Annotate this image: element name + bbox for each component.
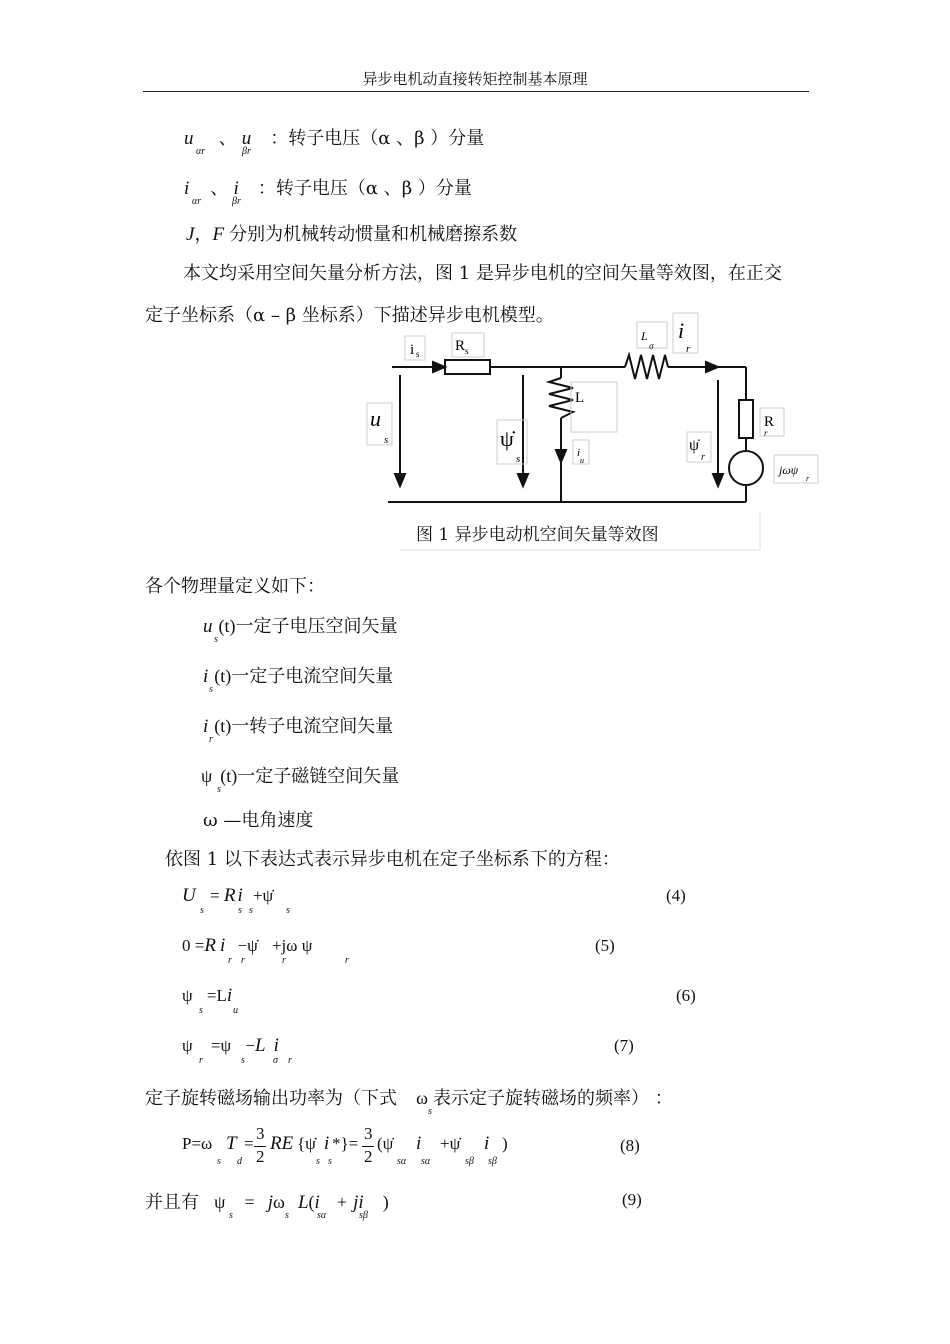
def-u-rotor-text: ：转子电压（α 、β ）分量 (270, 128, 485, 149)
source-circle (729, 451, 763, 485)
label-psi-r: ψ̇ (689, 437, 700, 454)
page-header: 异步电机动直接转矩控制基本原理 (362, 70, 588, 88)
label-psi-s: ψ̇ (500, 426, 514, 451)
rr-resistor (739, 400, 753, 438)
def-j-f: J，F 分别为机械转动惯量和机械磨擦系数 (186, 224, 518, 245)
label-rs: R (455, 338, 466, 354)
equation-9: 并且有 ψ s = jω s L(i sα + ji sβ ) (145, 1192, 389, 1221)
label-rr: R (764, 414, 775, 430)
equation-4: U s = R s i s +ψ̇ s (182, 885, 290, 916)
intro-line-2: 定子坐标系（α – β 坐标系）下描述异步电机模型。 (145, 305, 554, 326)
header-rule (143, 91, 809, 92)
figure-caption: 图 1 异步电动机空间矢量等效图 (416, 525, 659, 545)
label-iu: i (577, 447, 581, 459)
label-is: i (410, 342, 415, 358)
equations-intro: 依图 1 以下表达式表示异步电机在定子坐标系下的方程： (165, 849, 620, 870)
equation-8-number: (8) (620, 1136, 640, 1155)
equation-7-number: (7) (614, 1036, 634, 1055)
svg-text:r: r (701, 452, 705, 463)
svg-text:s: s (465, 346, 469, 356)
def-u-rotor: u αr 、 u βr ：转子电压（α 、β ）分量 (184, 128, 485, 157)
quantity-psi-s: ψ s (t)一定子磁链空间矢量 (201, 766, 400, 795)
equation-7: ψ r =ψ s −L σ i r (182, 1035, 292, 1066)
rs-resistor (445, 360, 490, 374)
equation-5-number: (5) (595, 936, 615, 955)
quantity-us: u s (t)一定子电压空间矢量 (203, 616, 398, 645)
svg-text:σ: σ (649, 341, 654, 351)
equation-5: 0 =R r i r −ψ̇ r +jω ψ r (182, 935, 349, 966)
equivalent-circuit-diagram (355, 310, 825, 555)
label-us: u (370, 406, 381, 431)
svg-text:r: r (764, 428, 768, 438)
svg-text:u: u (580, 456, 584, 465)
l-magnetizing-inductor (549, 378, 573, 418)
equation-9-number: (9) (622, 1190, 642, 1209)
quantity-omega: ω —电角速度 (203, 810, 314, 831)
l-sigma-inductor (625, 355, 668, 379)
label-l: L (575, 390, 585, 406)
equation-4-number: (4) (666, 886, 686, 905)
label-l-sigma: L (641, 329, 648, 343)
def-i-rotor-text: ：转子电压（α 、β ）分量 (257, 178, 472, 199)
equation-6: ψ s =Li u (182, 985, 238, 1016)
quantity-is: i s (t)一定子电流空间矢量 (203, 666, 394, 695)
label-source: jωψ (779, 463, 799, 477)
svg-text:s: s (416, 349, 420, 359)
svg-text:s: s (516, 453, 521, 465)
def-i-rotor: i αr 、 i βr ：转子电压（α 、β ）分量 (184, 178, 472, 207)
intro-line-1: 本文均采用空间矢量分析方法，图 1 是异步电机的空间矢量等效图，在正交 (183, 263, 782, 284)
def-j-f-text: 分别为机械转动惯量和机械磨擦系数 (229, 224, 518, 245)
quantities-intro: 各个物理量定义如下： (145, 576, 325, 597)
svg-text:r: r (686, 343, 691, 355)
power-sentence: 定子旋转磁场输出功率为（下式 ω s 表示定子旋转磁场的频率） ： (145, 1088, 673, 1117)
equation-8: P=ω s T d = 3 2 RE {ψ̇ s i s *}= 3 2 (ψ̇ sα i sα +ψ̇ sβ i sβ ) (182, 1124, 508, 1167)
svg-text:r: r (806, 474, 810, 483)
label-ir: i (678, 318, 685, 343)
svg-text:s: s (384, 434, 389, 446)
quantity-ir: i r (t)一转子电流空间矢量 (203, 716, 394, 745)
equation-6-number: (6) (676, 986, 696, 1005)
